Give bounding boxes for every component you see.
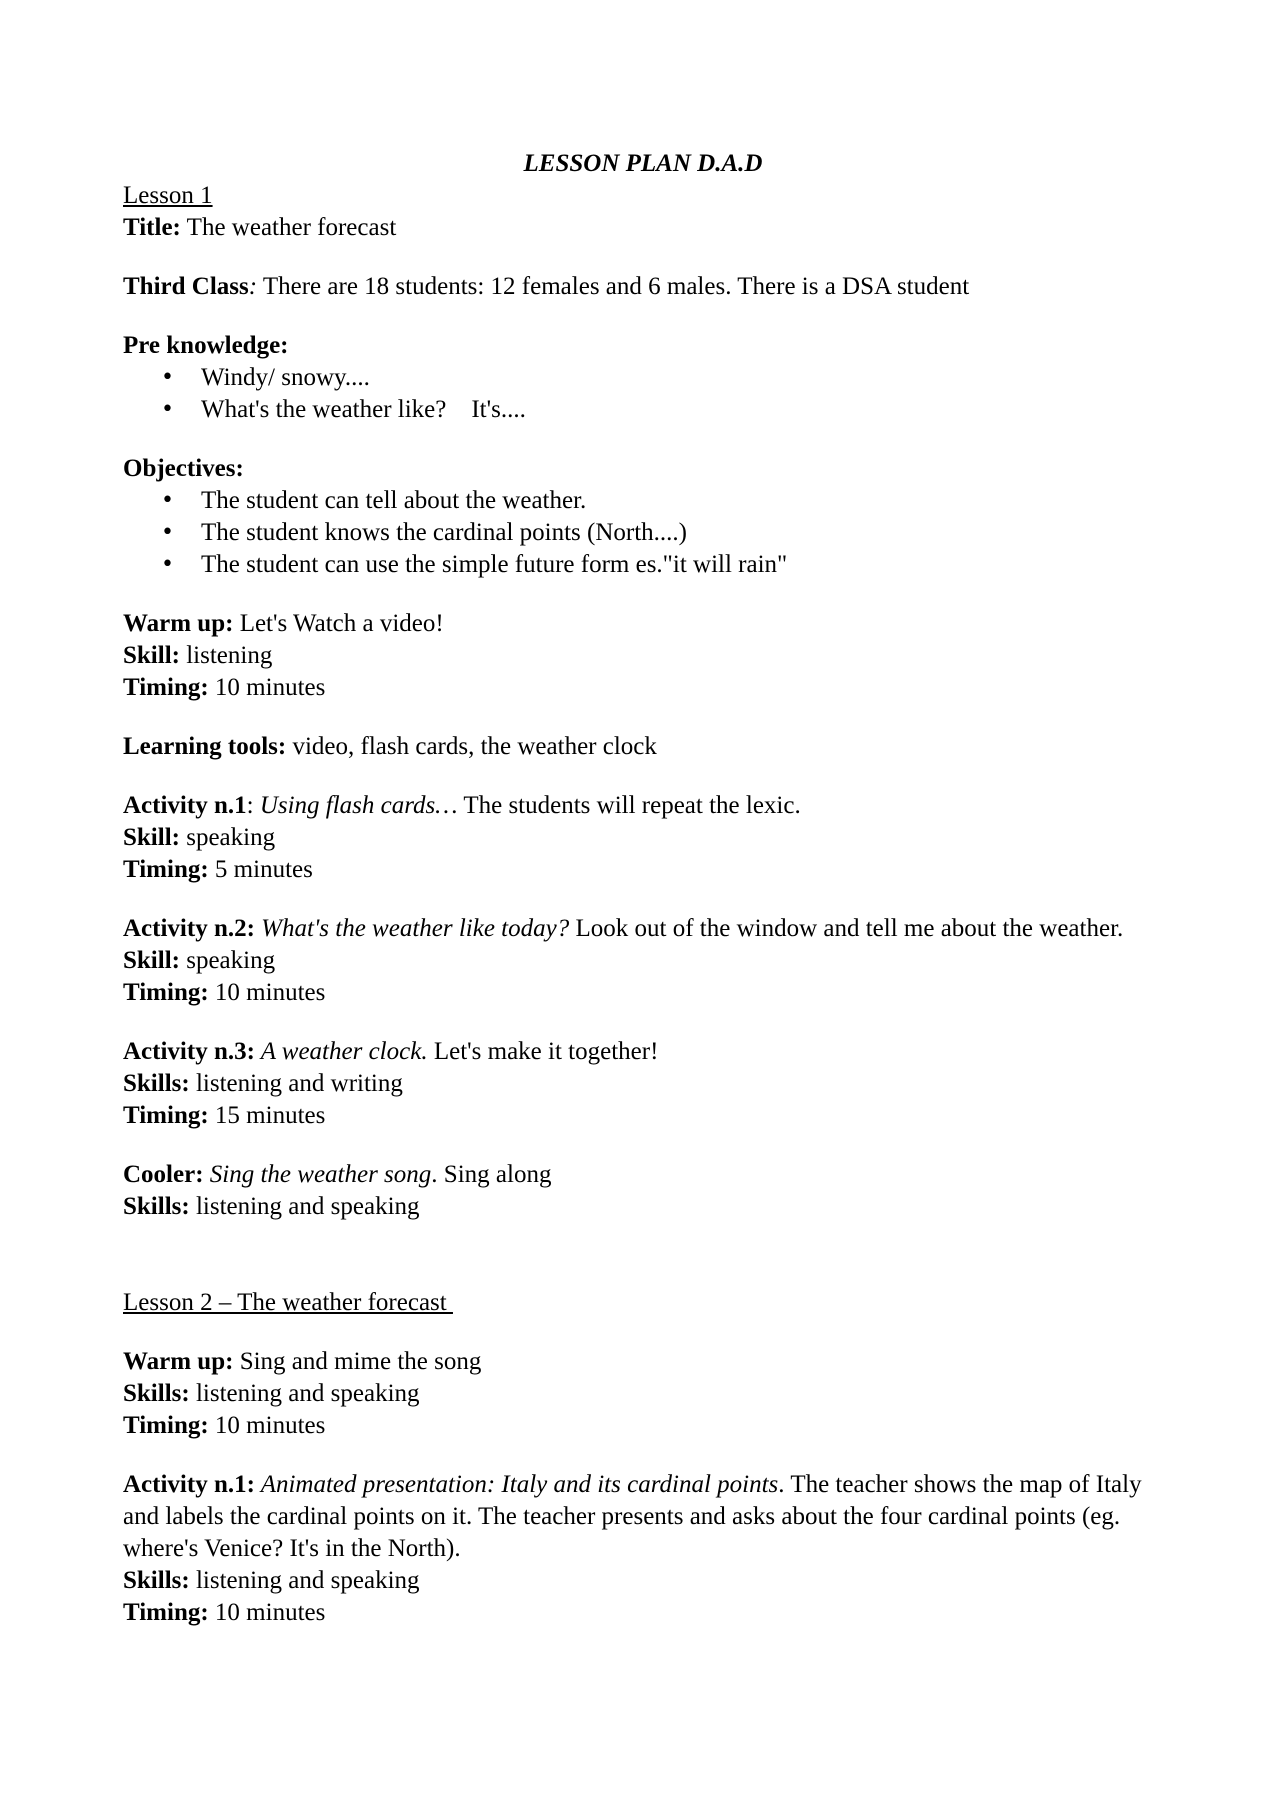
list-item: • The student can use the simple future form es."it will rain": [123, 549, 1183, 581]
skill-label: Skills:: [123, 1380, 190, 1407]
cooler-line: [123, 1159, 1183, 1191]
skill-value: listening and speaking: [189, 1567, 420, 1594]
class-label: Third Class: [123, 273, 249, 300]
timing-value: 10 minutes: [208, 674, 326, 701]
cooler-desc: . Sing along: [431, 1161, 552, 1188]
activity-label: Activity n.2:: [123, 915, 255, 942]
activity2-skill-line: [123, 945, 1183, 977]
pre-knowledge-list: [123, 362, 1183, 426]
activity1-line: [123, 790, 1183, 822]
skill-label: Skills:: [123, 1193, 190, 1220]
activity1-skill-line: [123, 822, 1183, 854]
l2-warmup-timing-line: [123, 1410, 1183, 1442]
activity-desc: . The teacher shows the map of Italy and labels the cardinal points on it. The teacher presents and asks about the four cardinal points (eg. where's Venice? It's in the North).: [123, 1471, 1142, 1562]
timing-label: Timing:: [123, 856, 209, 883]
activity3-timing-line: [123, 1100, 1183, 1132]
title-value: The weather forecast: [180, 214, 397, 241]
skill-label: Skill:: [123, 947, 180, 974]
objectives-label: Objectives:: [123, 455, 244, 482]
activity-title: A weather clock.: [254, 1038, 428, 1065]
activity3-line: [123, 1036, 1183, 1068]
timing-label: Timing:: [123, 1599, 209, 1626]
list-item: • What's the weather like? It's....: [123, 394, 1183, 426]
timing-label: Timing:: [123, 1412, 209, 1439]
warmup-label: Warm up:: [123, 1348, 234, 1375]
activity-title: What's the weather like today?: [254, 915, 570, 942]
timing-value: 10 minutes: [208, 979, 326, 1006]
l2-activity1-paragraph: [123, 1469, 1163, 1565]
activity3-skill-line: [123, 1068, 1183, 1100]
warmup-line: [123, 608, 1183, 640]
activity-desc: The students will repeat the lexic.: [457, 792, 801, 819]
list-item: • The student knows the cardinal points (North....): [123, 517, 1183, 549]
document-page: [123, 148, 1183, 1629]
warmup-label: Warm up:: [123, 610, 234, 637]
timing-label: Timing:: [123, 674, 209, 701]
lesson1-heading: Lesson 1: [123, 182, 213, 209]
class-line: [123, 271, 1183, 303]
skill-label: Skill:: [123, 642, 180, 669]
activity-desc: Let's make it together!: [427, 1038, 659, 1065]
lesson1-title-line: [123, 212, 1183, 244]
activity2-timing-line: [123, 977, 1183, 1009]
skill-value: listening and speaking: [189, 1193, 420, 1220]
skill-label: Skill:: [123, 824, 180, 851]
warmup-skill-line: [123, 640, 1183, 672]
tools-value: video, flash cards, the weather clock: [286, 733, 657, 760]
skill-label: Skills:: [123, 1567, 190, 1594]
timing-value: 5 minutes: [208, 856, 313, 883]
activity-sep: :: [246, 792, 260, 819]
skill-value: speaking: [179, 824, 276, 851]
lesson2-heading-text: Lesson 2 – The weather forecast: [123, 1289, 453, 1316]
objectives-list: [123, 485, 1183, 581]
lesson2-heading: [123, 1287, 1183, 1319]
skill-value: speaking: [179, 947, 276, 974]
class-sep: :: [248, 273, 258, 300]
activity-label: Activity n.3:: [123, 1038, 255, 1065]
title-label: Title:: [123, 214, 181, 241]
skill-value: listening: [179, 642, 273, 669]
activity-title: Animated presentation: Italy and its cardinal points: [254, 1471, 779, 1498]
activity-label: Activity n.1: [123, 792, 247, 819]
activity1-timing-line: [123, 854, 1183, 886]
l2-warmup-line: [123, 1346, 1183, 1378]
warmup-value: Sing and mime the song: [233, 1348, 482, 1375]
document-title: LESSON PLAN D.A.D: [523, 150, 763, 177]
skill-value: listening and writing: [189, 1070, 403, 1097]
cooler-label: Cooler:: [123, 1161, 204, 1188]
cooler-skill-line: [123, 1191, 1183, 1223]
skill-label: Skills:: [123, 1070, 190, 1097]
activity-desc: Look out of the window and tell me about the weather.: [569, 915, 1124, 942]
timing-label: Timing:: [123, 979, 209, 1006]
tools-line: [123, 731, 1183, 763]
skill-value: listening and speaking: [189, 1380, 420, 1407]
timing-value: 10 minutes: [208, 1412, 326, 1439]
activity-label: Activity n.1:: [123, 1471, 255, 1498]
timing-label: Timing:: [123, 1102, 209, 1129]
tools-label: Learning tools:: [123, 733, 287, 760]
l2-activity1-timing-line: [123, 1597, 1183, 1629]
activity-title: Using flash cards…: [259, 792, 458, 819]
l2-warmup-skill-line: [123, 1378, 1183, 1410]
list-item: • Windy/ snowy....: [123, 362, 1183, 394]
timing-value: 10 minutes: [208, 1599, 326, 1626]
timing-value: 15 minutes: [208, 1102, 326, 1129]
cooler-title: Sing the weather song: [203, 1161, 432, 1188]
pre-knowledge-label: Pre knowledge:: [123, 332, 289, 359]
warmup-value: Let's Watch a video!: [233, 610, 444, 637]
warmup-timing-line: [123, 672, 1183, 704]
l2-activity1-skill-line: [123, 1565, 1183, 1597]
class-value: There are 18 students: 12 females and 6 males. There is a DSA student: [257, 273, 970, 300]
activity2-line: [123, 913, 1183, 945]
list-item: • The student can tell about the weather.: [123, 485, 1183, 517]
